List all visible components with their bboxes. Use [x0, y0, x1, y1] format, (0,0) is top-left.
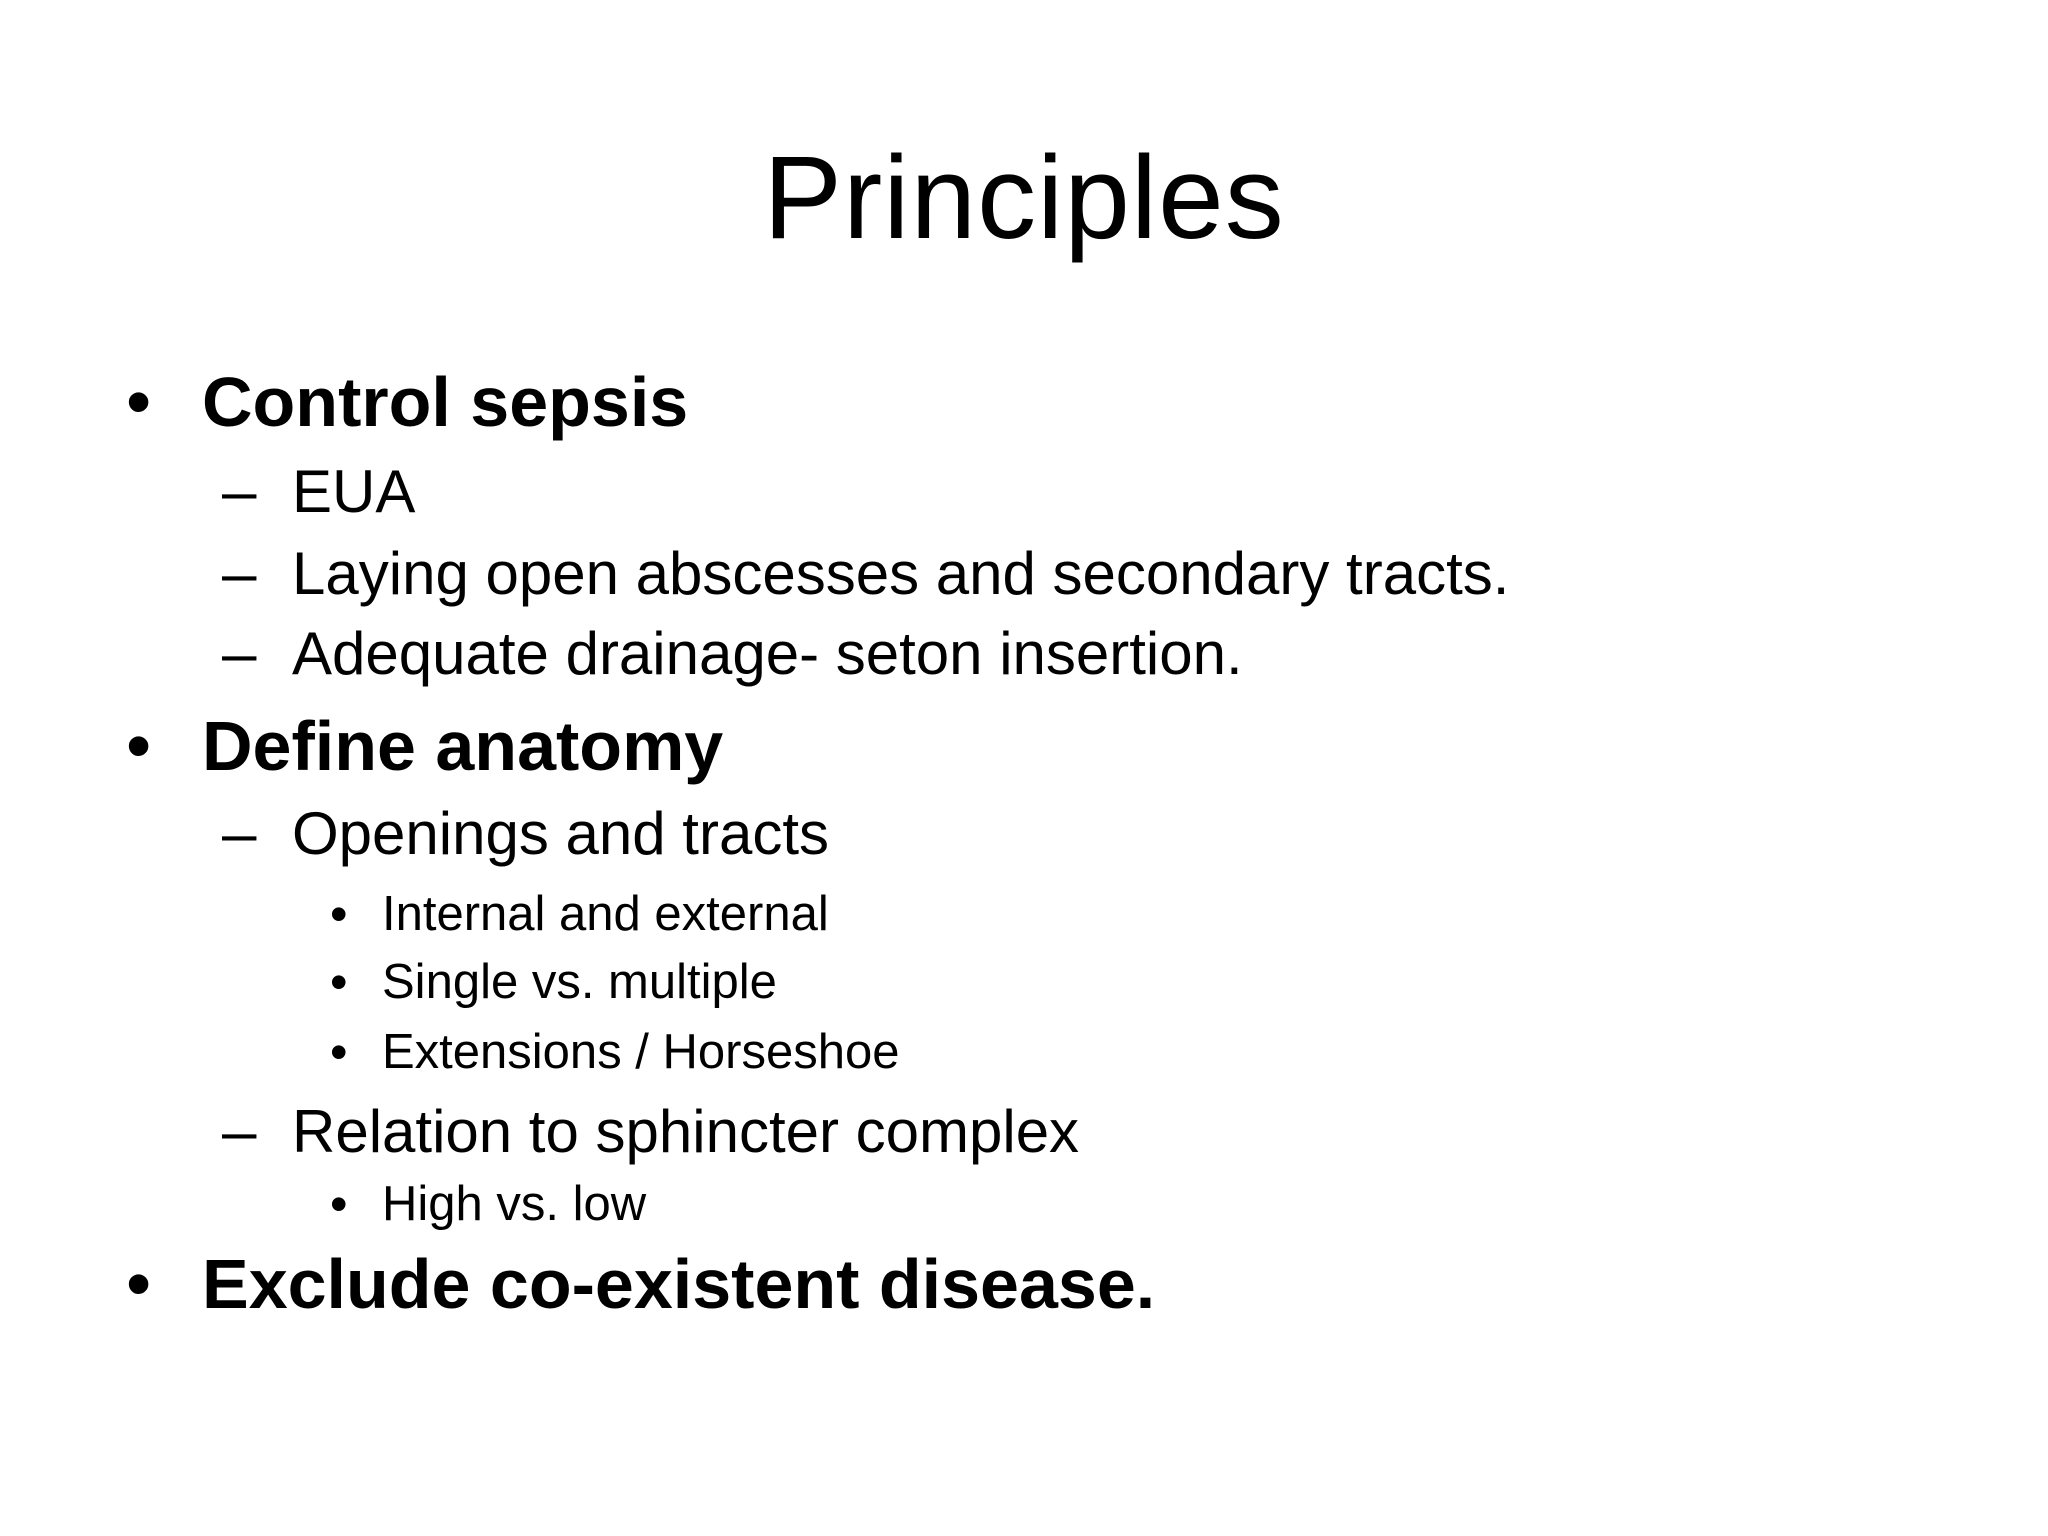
- bullet-icon: •: [330, 1176, 348, 1232]
- bullet-icon: •: [126, 706, 152, 786]
- sub-sub-item-text: Single vs. multiple: [382, 955, 777, 1009]
- bullet-icon: •: [330, 886, 348, 942]
- sub-sub-item-text: Internal and external: [382, 887, 829, 941]
- bullet-text: Exclude co-existent disease.: [202, 1245, 1156, 1323]
- dash-icon: –: [222, 1097, 257, 1166]
- sub-item-text: Openings and tracts: [292, 800, 829, 867]
- sub-item-text: Relation to sphincter complex: [292, 1098, 1080, 1165]
- sub-item-text: Laying open abscesses and secondary tracts.: [292, 540, 1510, 607]
- dash-icon: –: [222, 619, 257, 688]
- bullet-icon: •: [330, 1024, 348, 1080]
- sub-item-text: EUA: [292, 458, 416, 525]
- slide-title: Principles: [763, 132, 1285, 264]
- dash-icon: –: [222, 799, 257, 868]
- bullet-text: Define anatomy: [202, 707, 724, 785]
- bullet-icon: •: [126, 362, 152, 442]
- bullet-text: Control sepsis: [202, 363, 689, 441]
- bullet-icon: •: [126, 1244, 152, 1324]
- dash-icon: –: [222, 539, 257, 608]
- sub-sub-item-text: Extensions / Horseshoe: [382, 1025, 900, 1079]
- sub-item-text: Adequate drainage- seton insertion.: [292, 620, 1243, 687]
- sub-sub-item-text: High vs. low: [382, 1177, 647, 1231]
- dash-icon: –: [222, 457, 257, 526]
- bullet-icon: •: [330, 954, 348, 1010]
